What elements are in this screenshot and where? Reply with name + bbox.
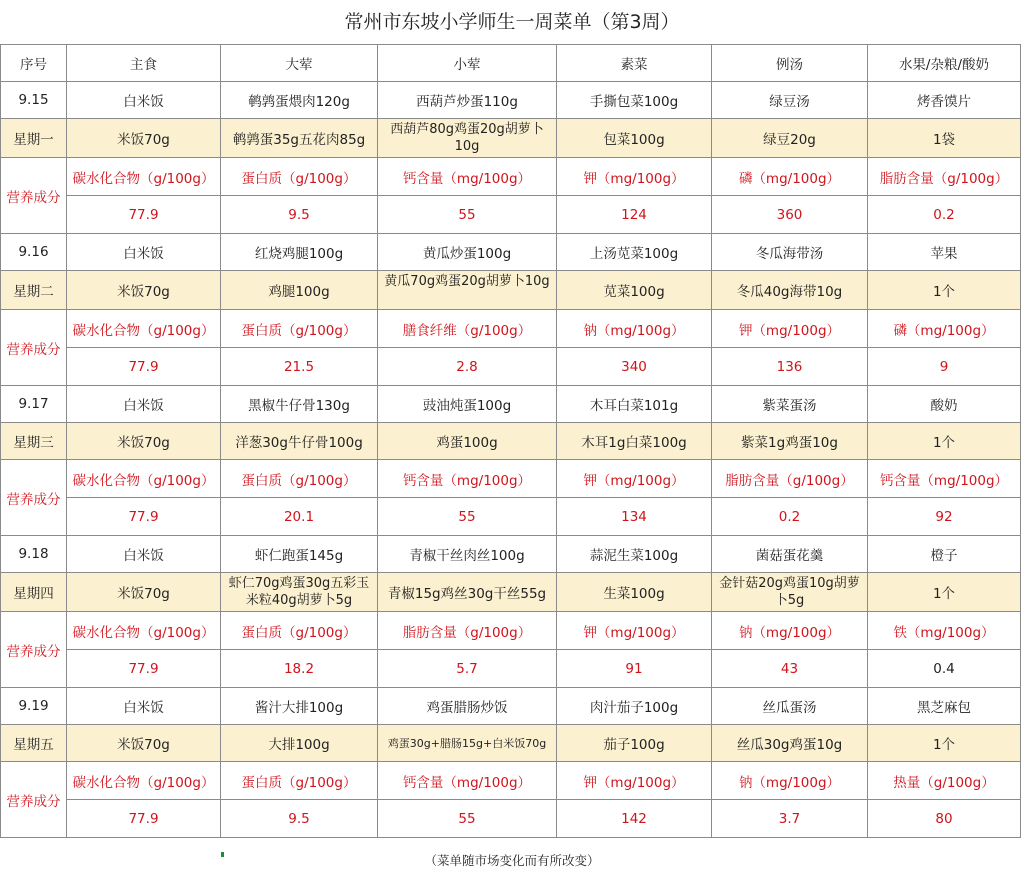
nutrient-value-cell: 340 <box>557 348 712 386</box>
page-title: 常州市东坡小学师生一周菜单（第3周） <box>344 11 680 33</box>
menu-table <box>0 44 1021 838</box>
amount-row <box>1 119 1021 158</box>
dish-row <box>1 386 1021 423</box>
nutrient-name-cell: 钠（mg/100g） <box>712 612 868 650</box>
header-cell: 大荤 <box>221 45 378 82</box>
dish-cell: 酱汁大排100g <box>221 688 378 725</box>
dish-cell: 手撕包菜100g <box>557 82 712 119</box>
dish-cell: 白米饭 <box>67 688 221 725</box>
nutrient-name-cell: 脂肪含量（g/100g） <box>868 158 1021 196</box>
dish-cell: 丝瓜蛋汤 <box>712 688 868 725</box>
weekday-cell: 星期四 <box>1 573 67 612</box>
nutrient-name-cell: 碳水化合物（g/100g） <box>67 612 221 650</box>
nutrient-name-cell: 钙含量（mg/100g） <box>378 158 557 196</box>
nutrient-name-cell: 钙含量（mg/100g） <box>378 762 557 800</box>
amount-cell: 冬瓜40g海带10g <box>712 271 868 310</box>
nutrient-value-cell: 77.9 <box>67 650 221 688</box>
nutrient-name-cell: 钾（mg/100g） <box>557 762 712 800</box>
amount-cell: 1个 <box>868 573 1021 612</box>
dish-cell: 黄瓜炒蛋100g <box>378 234 557 271</box>
amount-cell: 生菜100g <box>557 573 712 612</box>
nutrient-value-row <box>1 800 1021 838</box>
nutrient-name-cell: 碳水化合物（g/100g） <box>67 310 221 348</box>
nutrient-name-row <box>1 460 1021 498</box>
weekday-cell: 星期二 <box>1 271 67 310</box>
nutrient-value-cell: 9.5 <box>221 800 378 838</box>
nutrient-name-cell: 蛋白质（g/100g） <box>221 460 378 498</box>
date-cell: 9.17 <box>1 386 67 423</box>
dish-cell: 鹌鹑蛋煨肉120g <box>221 82 378 119</box>
nutrient-value-cell: 136 <box>712 348 868 386</box>
nutrient-value-cell: 92 <box>868 498 1021 536</box>
nutrient-name-row <box>1 158 1021 196</box>
dish-cell: 冬瓜海带汤 <box>712 234 868 271</box>
date-cell: 9.15 <box>1 82 67 119</box>
amount-row <box>1 573 1021 612</box>
amount-cell: 青椒15g鸡丝30g干丝55g <box>378 573 557 612</box>
nutrient-value-cell: 55 <box>378 498 557 536</box>
nutrient-name-cell: 钠（mg/100g） <box>557 310 712 348</box>
nutrition-label: 营养成分 <box>1 762 67 838</box>
amount-cell: 1袋 <box>868 119 1021 158</box>
amount-cell: 洋葱30g牛仔骨100g <box>221 423 378 460</box>
dish-cell: 菌菇蛋花羹 <box>712 536 868 573</box>
nutrient-value-cell: 5.7 <box>378 650 557 688</box>
nutrient-value-row <box>1 498 1021 536</box>
dish-cell: 黑芝麻包 <box>868 688 1021 725</box>
amount-cell: 紫菜1g鸡蛋10g <box>712 423 868 460</box>
nutrient-value-cell: 0.2 <box>868 196 1021 234</box>
nutrient-name-cell: 脂肪含量（g/100g） <box>712 460 868 498</box>
amount-cell: 米饭70g <box>67 271 221 310</box>
amount-cell: 包菜100g <box>557 119 712 158</box>
nutrient-name-cell: 钾（mg/100g） <box>712 310 868 348</box>
nutrient-value-cell: 0.4 <box>868 650 1021 688</box>
nutrient-value-cell: 0.2 <box>712 498 868 536</box>
dish-cell: 西葫芦炒蛋110g <box>378 82 557 119</box>
weekday-cell: 星期三 <box>1 423 67 460</box>
dish-cell: 肉汁茄子100g <box>557 688 712 725</box>
header-cell: 主食 <box>67 45 221 82</box>
amount-cell: 西葫芦80g鸡蛋20g胡萝卜10g <box>378 119 557 158</box>
header-cell: 小荤 <box>378 45 557 82</box>
nutrient-value-cell: 77.9 <box>67 348 221 386</box>
nutrient-value-cell: 55 <box>378 800 557 838</box>
nutrient-value-row <box>1 650 1021 688</box>
nutrient-value-cell: 124 <box>557 196 712 234</box>
dish-cell: 红烧鸡腿100g <box>221 234 378 271</box>
nutrient-value-cell: 43 <box>712 650 868 688</box>
nutrient-value-row <box>1 196 1021 234</box>
amount-row <box>1 271 1021 310</box>
nutrient-name-cell: 蛋白质（g/100g） <box>221 762 378 800</box>
dish-row <box>1 688 1021 725</box>
dish-cell: 白米饭 <box>67 82 221 119</box>
amount-cell: 金针菇20g鸡蛋10g胡萝卜5g <box>712 573 868 612</box>
header-cell: 水果/杂粮/酸奶 <box>868 45 1021 82</box>
amount-cell: 米饭70g <box>67 423 221 460</box>
nutrient-value-cell: 9.5 <box>221 196 378 234</box>
nutrient-value-cell: 21.5 <box>221 348 378 386</box>
nutrient-name-row <box>1 612 1021 650</box>
dish-cell: 木耳白菜101g <box>557 386 712 423</box>
nutrient-value-cell: 80 <box>868 800 1021 838</box>
nutrient-name-cell: 钾（mg/100g） <box>557 460 712 498</box>
nutrient-name-cell: 磷（mg/100g） <box>868 310 1021 348</box>
dish-cell: 青椒干丝肉丝100g <box>378 536 557 573</box>
nutrient-value-cell: 77.9 <box>67 800 221 838</box>
nutrient-value-cell: 20.1 <box>221 498 378 536</box>
nutrient-value-row <box>1 348 1021 386</box>
dish-cell: 紫菜蛋汤 <box>712 386 868 423</box>
nutrient-name-cell: 铁（mg/100g） <box>868 612 1021 650</box>
amount-row <box>1 423 1021 460</box>
nutrient-value-cell: 142 <box>557 800 712 838</box>
nutrient-value-cell: 55 <box>378 196 557 234</box>
dish-cell: 橙子 <box>868 536 1021 573</box>
footer-note: （菜单随市场变化而有所改变） <box>424 853 600 868</box>
amount-cell: 米饭70g <box>67 725 221 762</box>
amount-cell: 鸡腿100g <box>221 271 378 310</box>
dish-cell: 黑椒牛仔骨130g <box>221 386 378 423</box>
date-cell: 9.16 <box>1 234 67 271</box>
nutrient-name-cell: 膳食纤维（g/100g） <box>378 310 557 348</box>
nutrient-value-cell: 77.9 <box>67 196 221 234</box>
nutrition-label: 营养成分 <box>1 612 67 688</box>
weekday-cell: 星期一 <box>1 119 67 158</box>
amount-cell: 鹌鹑蛋35g五花肉85g <box>221 119 378 158</box>
nutrient-value-cell: 18.2 <box>221 650 378 688</box>
amount-cell: 大排100g <box>221 725 378 762</box>
amount-cell: 黄瓜70g鸡蛋20g胡萝卜10g <box>378 271 557 310</box>
dish-cell: 苹果 <box>868 234 1021 271</box>
dish-cell: 鸡蛋腊肠炒饭 <box>378 688 557 725</box>
nutrition-label: 营养成分 <box>1 460 67 536</box>
nutrient-name-cell: 蛋白质（g/100g） <box>221 310 378 348</box>
amount-cell: 木耳1g白菜100g <box>557 423 712 460</box>
nutrient-value-cell: 77.9 <box>67 498 221 536</box>
amount-cell: 绿豆20g <box>712 119 868 158</box>
nutrient-name-cell: 碳水化合物（g/100g） <box>67 460 221 498</box>
dish-row <box>1 82 1021 119</box>
nutrient-name-row <box>1 762 1021 800</box>
dish-cell: 白米饭 <box>67 386 221 423</box>
amount-cell: 苋菜100g <box>557 271 712 310</box>
amount-cell: 丝瓜30g鸡蛋10g <box>712 725 868 762</box>
header-row <box>1 45 1021 82</box>
dish-cell: 酸奶 <box>868 386 1021 423</box>
nutrient-name-cell: 热量（g/100g） <box>868 762 1021 800</box>
amount-cell: 虾仁70g鸡蛋30g五彩玉米粒40g胡萝卜5g <box>221 573 378 612</box>
nutrient-value-cell: 3.7 <box>712 800 868 838</box>
dish-cell: 白米饭 <box>67 234 221 271</box>
nutrient-name-cell: 碳水化合物（g/100g） <box>67 762 221 800</box>
nutrient-name-cell: 钾（mg/100g） <box>557 158 712 196</box>
nutrient-name-row <box>1 310 1021 348</box>
date-cell: 9.19 <box>1 688 67 725</box>
nutrient-value-cell: 134 <box>557 498 712 536</box>
header-cell: 序号 <box>1 45 67 82</box>
dish-row <box>1 536 1021 573</box>
amount-cell: 鸡蛋30g+腊肠15g+白米饭70g <box>378 725 557 762</box>
nutrient-name-cell: 钾（mg/100g） <box>557 612 712 650</box>
nutrient-value-cell: 9 <box>868 348 1021 386</box>
amount-cell: 1个 <box>868 423 1021 460</box>
weekday-cell: 星期五 <box>1 725 67 762</box>
nutrient-name-cell: 钙含量（mg/100g） <box>868 460 1021 498</box>
amount-cell: 米饭70g <box>67 573 221 612</box>
dish-cell: 白米饭 <box>67 536 221 573</box>
amount-row <box>1 725 1021 762</box>
amount-cell: 1个 <box>868 271 1021 310</box>
nutrient-name-cell: 碳水化合物（g/100g） <box>67 158 221 196</box>
nutrient-value-cell: 360 <box>712 196 868 234</box>
nutrient-name-cell: 磷（mg/100g） <box>712 158 868 196</box>
dish-cell: 蒜泥生菜100g <box>557 536 712 573</box>
nutrient-name-cell: 钠（mg/100g） <box>712 762 868 800</box>
nutrient-name-cell: 蛋白质（g/100g） <box>221 158 378 196</box>
header-cell: 例汤 <box>712 45 868 82</box>
nutrition-label: 营养成分 <box>1 310 67 386</box>
nutrient-name-cell: 脂肪含量（g/100g） <box>378 612 557 650</box>
dish-row <box>1 234 1021 271</box>
dish-cell: 绿豆汤 <box>712 82 868 119</box>
amount-cell: 1个 <box>868 725 1021 762</box>
nutrient-value-cell: 2.8 <box>378 348 557 386</box>
nutrient-name-cell: 蛋白质（g/100g） <box>221 612 378 650</box>
nutrient-value-cell: 91 <box>557 650 712 688</box>
amount-cell: 茄子100g <box>557 725 712 762</box>
amount-cell: 鸡蛋100g <box>378 423 557 460</box>
header-cell: 素菜 <box>557 45 712 82</box>
dish-cell: 上汤苋菜100g <box>557 234 712 271</box>
nutrient-name-cell: 钙含量（mg/100g） <box>378 460 557 498</box>
dish-cell: 烤香馍片 <box>868 82 1021 119</box>
nutrition-label: 营养成分 <box>1 158 67 234</box>
amount-cell: 米饭70g <box>67 119 221 158</box>
dish-cell: 虾仁跑蛋145g <box>221 536 378 573</box>
dish-cell: 豉油炖蛋100g <box>378 386 557 423</box>
date-cell: 9.18 <box>1 536 67 573</box>
